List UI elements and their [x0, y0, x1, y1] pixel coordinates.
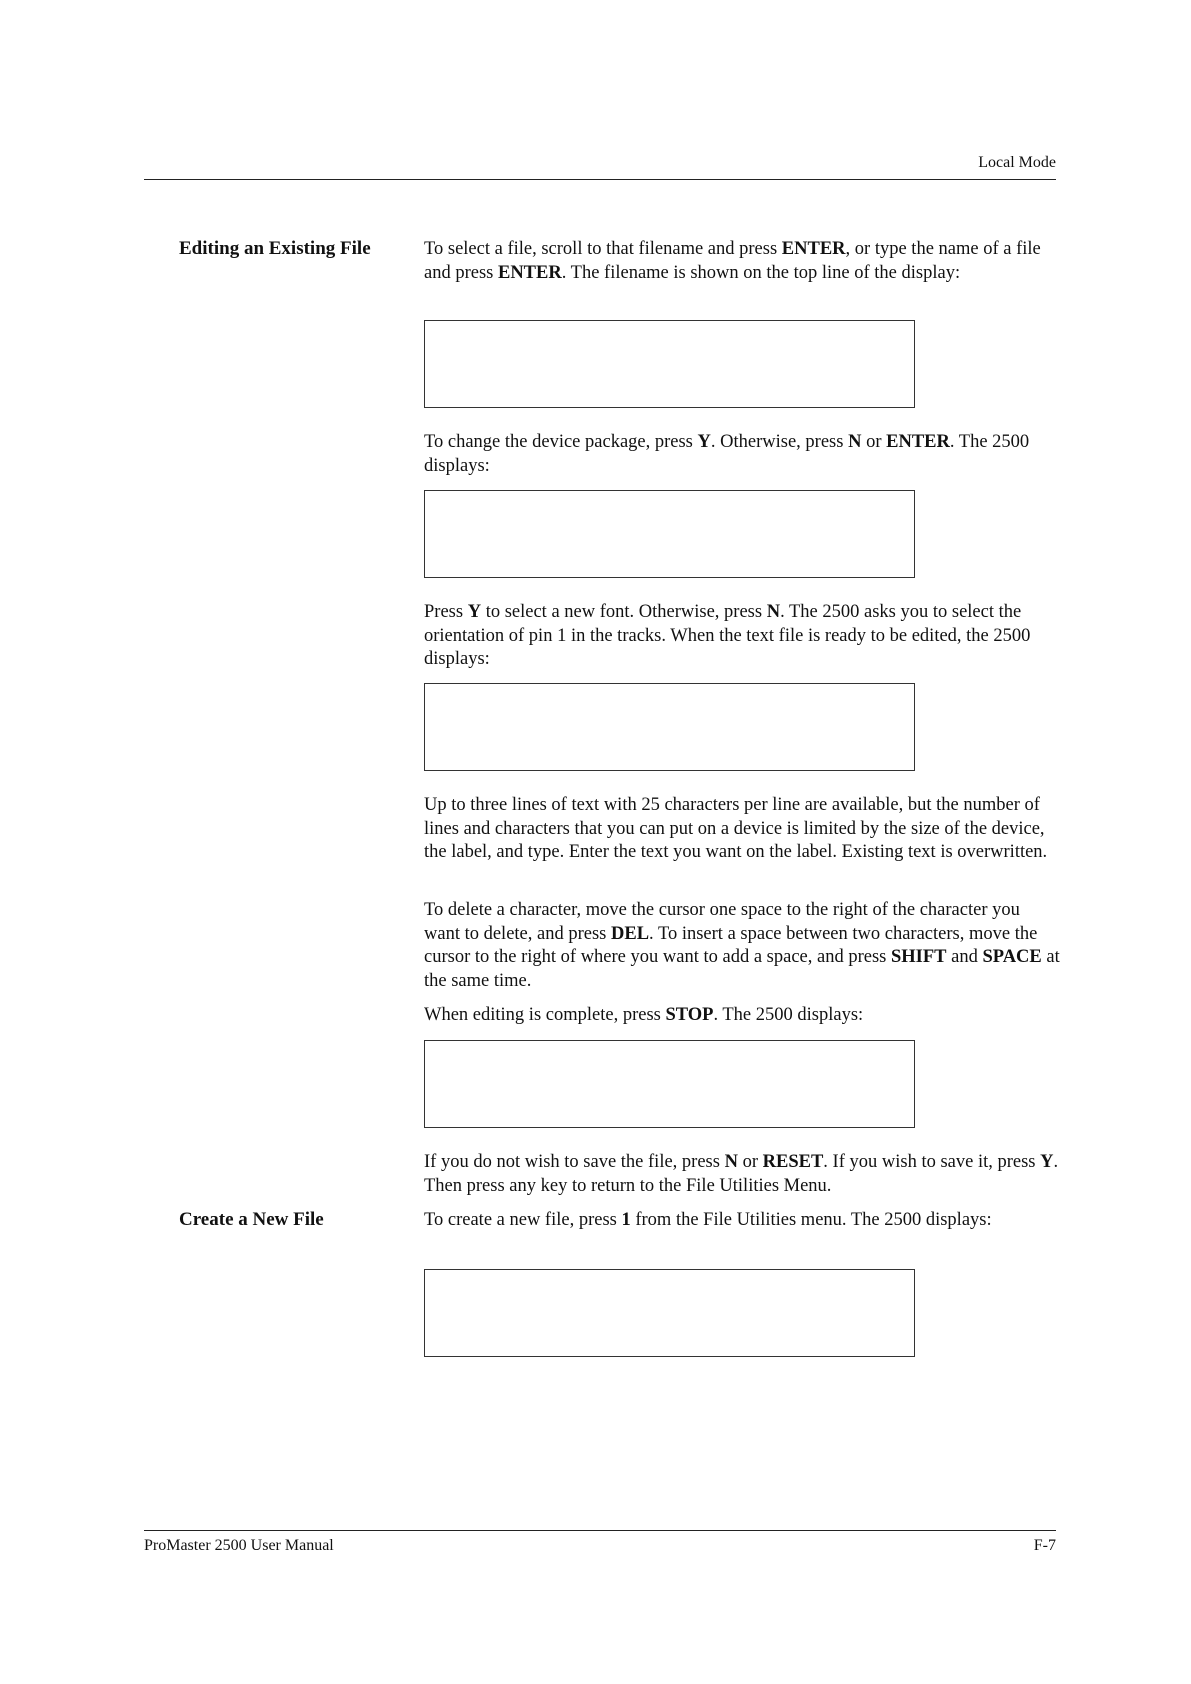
text-run: To change the device package, press — [424, 432, 698, 452]
key-name: ENTER — [781, 239, 846, 259]
text-run: or — [861, 432, 887, 452]
page-number: F-7 — [1033, 1537, 1056, 1554]
text-run: . Then press any key to return to the File Utilities Menu. — [424, 1152, 1059, 1196]
key-name: 1 — [621, 1210, 631, 1230]
paragraph — [424, 794, 1060, 865]
section-heading-create: Create a New File — [179, 1209, 324, 1230]
display-box — [424, 1040, 915, 1128]
text-run: When editing is complete, press — [424, 1005, 666, 1025]
text-run: Press — [424, 602, 468, 622]
paragraph — [424, 1209, 1060, 1233]
text-run: Up to three lines of text with 25 characters per line are available, but the number of lines and characters that you can put on a device is limited by the size of the device, the label, and type. Enter the text you want on the label. Existing text is overwritten. — [424, 795, 1048, 863]
header-rule — [144, 179, 1056, 180]
paragraph — [424, 1004, 1060, 1028]
key-name: RESET — [762, 1152, 824, 1172]
text-run: , or type the name of a file and press — [424, 239, 1041, 283]
key-name: SPACE — [982, 947, 1042, 968]
text-run: To delete a character, move the cursor one space to the right of the character you want to delete, and press — [424, 900, 1020, 944]
text-run: . To insert a space between two characters, move the cursor to the right of where you want to add a space, and press — [424, 923, 1038, 968]
text-run: . The 2500 asks you to select the orientation of pin 1 in the tracks. When the text file is ready to be edited, the 2500 displays: — [424, 602, 1031, 670]
paragraph — [424, 1151, 1060, 1198]
display-box — [424, 490, 915, 578]
text-run: or — [737, 1152, 763, 1172]
display-box — [424, 683, 915, 771]
text-run: from the File Utilities menu. The 2500 displays: — [630, 1210, 992, 1230]
key-name: ENTER — [497, 262, 562, 283]
text-run: and — [946, 947, 983, 968]
text-run: . The 2500 displays: — [424, 432, 1030, 476]
display-box — [424, 320, 915, 408]
text-run: at the same time. — [424, 947, 1060, 991]
text-run: To create a new file, press — [424, 1210, 622, 1230]
section-heading-editing: Editing an Existing File — [179, 238, 371, 259]
text-run: . The 2500 displays: — [713, 1005, 864, 1025]
key-name: Y — [1040, 1152, 1054, 1172]
key-name: N — [766, 602, 781, 622]
paragraph — [424, 899, 1060, 993]
text-run: . Otherwise, press — [710, 432, 849, 452]
key-name: SHIFT — [890, 947, 947, 968]
key-name: N — [848, 432, 862, 452]
text-run: to select a new font. Otherwise, press — [481, 602, 767, 622]
text-run: . If you wish to save it, press — [823, 1152, 1041, 1172]
running-header: Local Mode — [978, 154, 1056, 171]
paragraph — [424, 601, 1060, 672]
paragraph — [424, 238, 1060, 285]
key-name: Y — [467, 602, 482, 622]
text-run: If you do not wish to save the file, press — [424, 1152, 725, 1172]
key-name: ENTER — [886, 432, 950, 452]
text-run: . The filename is shown on the top line of the display: — [561, 262, 961, 283]
key-name: Y — [697, 432, 711, 452]
footer-rule — [144, 1530, 1056, 1531]
key-name: STOP — [665, 1005, 714, 1025]
key-name: DEL — [611, 923, 650, 944]
display-box — [424, 1269, 915, 1357]
paragraph — [424, 431, 1060, 478]
footer-manual-title: ProMaster 2500 User Manual — [144, 1537, 334, 1554]
key-name: N — [724, 1152, 738, 1172]
text-run: To select a file, scroll to that filename and press — [424, 239, 782, 259]
